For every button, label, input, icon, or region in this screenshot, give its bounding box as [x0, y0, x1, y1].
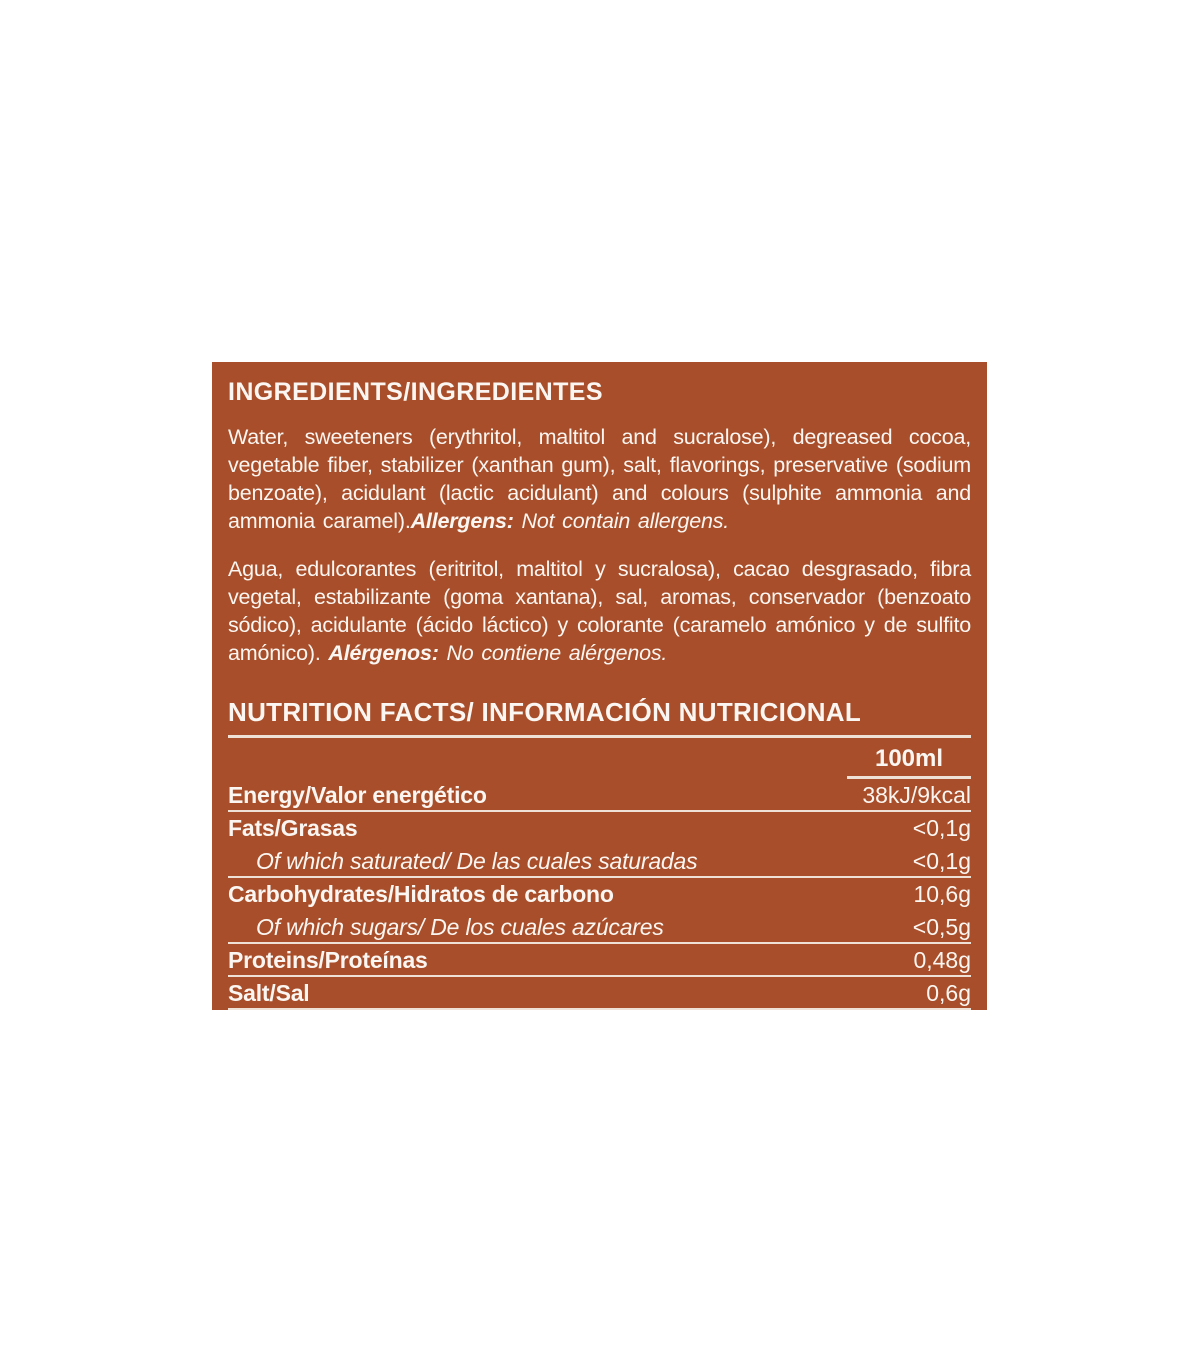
- nutrition-label-panel: [212, 362, 987, 1010]
- row-value: 38kJ/9kcal: [862, 782, 971, 808]
- row-label: Energy/Valor energético: [228, 782, 487, 808]
- serving-size-column-header: 100ml: [847, 738, 971, 779]
- row-value: 0,48g: [913, 947, 971, 973]
- ingredients-paragraph-english: [228, 423, 971, 535]
- ingredients-text-spanish: Agua, edulcorantes (eritritol, maltitol y sucralosa), cacao desgrasado, fibra vegetal, estabilizante (goma xantana), sal, aromas, conservador (benzoato sódico), acidulante (ácido láctico) y colorante (caramelo amónico y de sulfito amónico).: [228, 557, 971, 665]
- table-row-fats: [228, 812, 971, 845]
- nutrition-facts-heading: NUTRITION FACTS/ INFORMACIÓN NUTRICIONAL: [228, 693, 971, 738]
- ingredients-paragraph-spanish: [228, 555, 971, 667]
- table-row-energy: [228, 779, 971, 812]
- row-label: Carbohydrates/Hidratos de carbono: [228, 881, 614, 907]
- allergens-text-english: Not contain allergens.: [513, 509, 730, 533]
- row-label: Proteins/Proteínas: [228, 947, 428, 973]
- table-row-sugars: [228, 911, 971, 944]
- ingredients-text-english: Water, sweeteners (erythritol, maltitol and sucralose), degreased cocoa, vegetable fiber, stabilizer (xanthan gum), salt, flavorings, preservative (sodium benzoate), acidulant (lactic acidulant) and colours (sulphite ammonia and ammonia caramel).: [228, 425, 971, 533]
- allergens-label-english: Allergens:: [410, 509, 514, 533]
- row-label: Fats/Grasas: [228, 815, 358, 841]
- table-row-carbohydrates: [228, 878, 971, 911]
- table-row-salt: [228, 977, 971, 1010]
- row-label: Of which sugars/ De los cuales azúcares: [256, 914, 664, 940]
- nutrition-column-header-row: [228, 738, 971, 779]
- table-row-proteins: [228, 944, 971, 977]
- row-label: Salt/Sal: [228, 980, 310, 1006]
- row-value: 0,6g: [926, 980, 971, 1006]
- row-value: <0,5g: [912, 914, 971, 940]
- row-value: <0,1g: [912, 848, 971, 874]
- row-value: 10,6g: [913, 881, 971, 907]
- allergens-text-spanish: No contiene alérgenos.: [438, 641, 668, 665]
- row-value: <0,1g: [912, 815, 971, 841]
- ingredients-heading: INGREDIENTS/INGREDIENTES: [228, 378, 603, 406]
- allergens-label-spanish: Alérgenos:: [328, 641, 439, 665]
- row-label: Of which saturated/ De las cuales saturadas: [256, 848, 698, 874]
- table-row-saturated-fats: [228, 845, 971, 878]
